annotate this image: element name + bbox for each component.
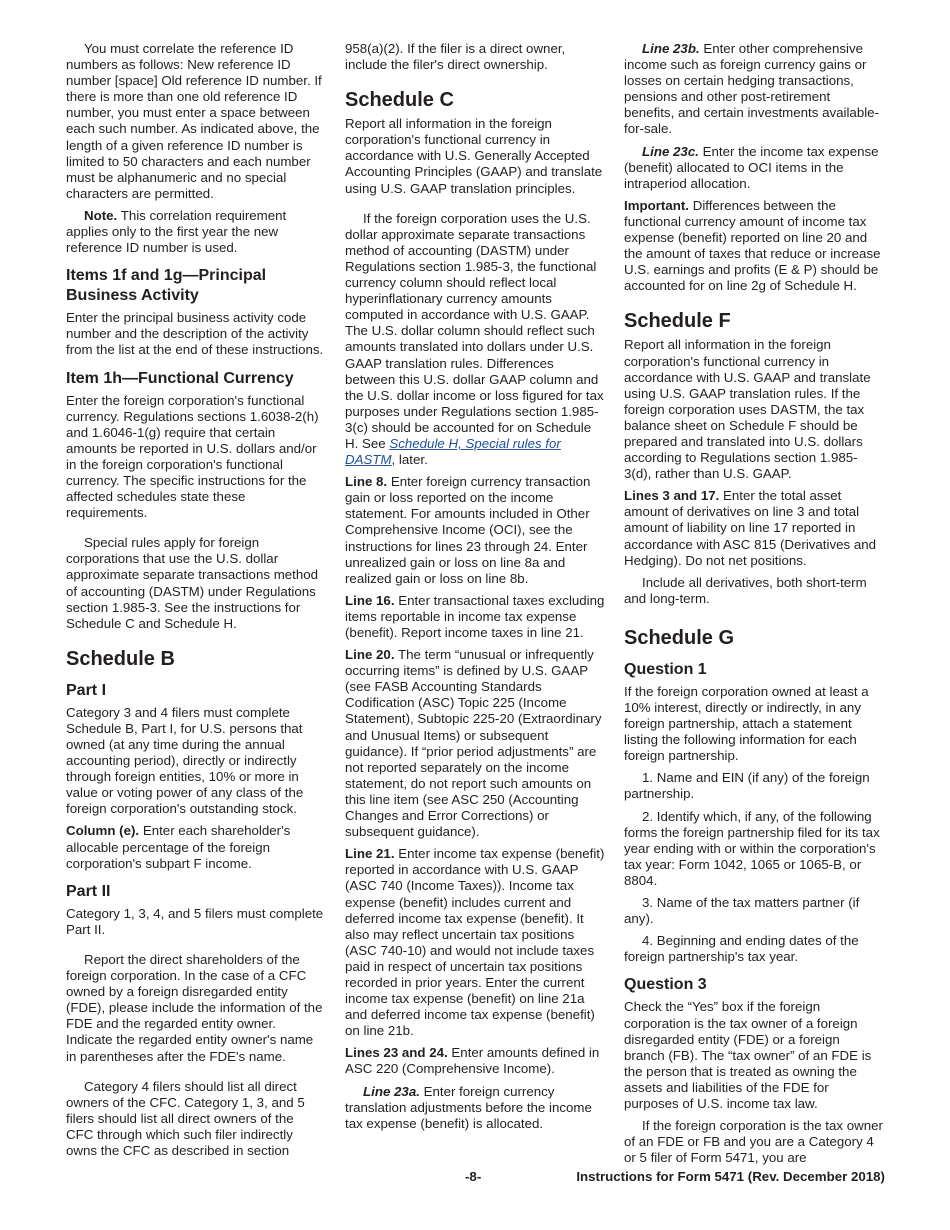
line-23c-label: Line 23c. (642, 143, 699, 159)
paragraph-line-16 (345, 593, 605, 641)
note-text: This correlation requirement applies only to the first year the new reference ID number is used. (66, 207, 287, 256)
column-2 (345, 41, 605, 1138)
paragraph-schedule-c-gaap: Report all information in the foreign corporation's functional currency in accordance with U.S. Generally Accepted Accounting Principles (GAAP) and translate using U.S. GAAP translation principles. (345, 116, 603, 196)
line-20-label: Line 20. (345, 647, 395, 663)
heading-item-1h: Item 1h—Functional Currency (66, 369, 294, 387)
important-text: Differences between the functional currency amount of income tax expense (benefit) reported on line 20 and the amount of taxes that reduce or increase U.S. earnings and profits (E & P) should be accounted for on line 2g of Schedule H. (624, 197, 881, 294)
paragraph-line-23b (624, 41, 884, 138)
paragraph-column-e (66, 823, 324, 871)
heading-items-1f-1g: Items 1f and 1g—Principal Business Activity (66, 267, 267, 305)
paragraph-schedule-c-dastm (345, 211, 605, 469)
heading-schedule-f: Schedule F (624, 310, 731, 333)
lines-23-24-text: Enter amounts defined in ASC 220 (Comprehensive Income). (345, 1045, 600, 1077)
line-23c-text: Enter the income tax expense (benefit) allocated to OCI items in the intraperiod allocation. (624, 143, 879, 191)
paragraph-part-2-category-4: Category 4 filers should list all direct owners of the CFC. Category 1, 3, and 5 filers should list all direct owners of the CFC through which such filer indirectly owns the CFC as described in section (66, 1078, 305, 1158)
line-16-text: Enter transactional taxes excluding items reportable in income tax expense (benefit). Report income taxes in line 21. (345, 592, 605, 640)
paragraph-schedule-f: Report all information in the foreign corporation's functional currency in accordance with U.S. GAAP and translate using U.S. GAAP translation rules. If the foreign corporation uses DASTM, the tax balance sheet on Schedule F should be prepared and translated into U.S. dollars according to Regulations section 1.985-3(d), rather than U.S. GAAP. (624, 337, 871, 482)
line-8-label: Line 8. (345, 474, 388, 490)
heading-part-1: Part I (66, 681, 107, 699)
paragraph-continued: 958(a)(2). If the filer is a direct owner, include the filer's direct ownership. (345, 41, 566, 73)
paragraph-note (66, 208, 324, 256)
dastm-text-end: , later. (391, 452, 428, 468)
paragraph-principal-activity: Enter the principal business activity code number and the description of the activity from the list at the end of these instructions. (66, 310, 324, 358)
line-23a-text: Enter foreign currency translation adjustments before the income tax expense (benefit) is allocated. (345, 1083, 592, 1131)
lines-3-17-label: Lines 3 and 17. (624, 488, 720, 504)
paragraph-lines-3-17 (624, 488, 884, 568)
line-23a-label: Line 23a. (363, 1083, 420, 1099)
paragraph-line-21 (345, 846, 605, 1039)
list-item: 2. Identify which, if any, of the following forms the foreign partnership filed for its tax year ending with or within the corporation's tax year: Form 1042, 1065 or 1065-B, or 8804. (624, 808, 880, 888)
paragraph-important (624, 198, 884, 295)
heading-schedule-g: Schedule G (624, 626, 735, 649)
paragraph-question-1: If the foreign corporation owned at least a 10% interest, directly or indirectly, in any foreign partnership, attach a statement listing the following information for each foreign partnership. (624, 683, 869, 764)
paragraph-line-8 (345, 474, 605, 587)
list-item: 1. Name and EIN (if any) of the foreign partnership. (624, 770, 870, 802)
line-23b-text: Enter other comprehensive income such as foreign currency gains or losses on certain hedging transactions, pensions and other post-retirement benefits, and certain investments available-for-sale. (624, 41, 879, 137)
line-20-text: The term “unusual or infrequently occurring items” is defined by U.S. GAAP (see FASB Accounting Standards Codification (ASC) Topic 225 (Income Statement), Subtopic 225-20 (Extraordinary and Unusual Items) or subsequent guidance). If “prior period adjustments” are not reported separately on the income statement, do not report such amounts on this line item (see ASC 250 (Accounting Changes and Error Corrections) or subsequent guidance). (345, 647, 602, 840)
column-e-text: Enter each shareholder's allocable percentage of the foreign corporation's subpart F income. (66, 823, 291, 871)
important-label: Important. (624, 197, 690, 213)
dastm-text: If the foreign corporation uses the U.S. dollar approximate separate transactions method of accounting (DASTM) under Regulations section 1.985-3, the functional currency column should reflect local hyperinflationary currency amounts computed in accordance with U.S. GAAP. The U.S. dollar column should reflect such amounts translated into dollars under U.S. GAAP translation rules. Differences between this U.S. dollar GAAP column and the U.S. dollar income or loss figured for tax purposes under Regulations section 1.985-3(c) should be accounted for on Schedule H. See (345, 210, 604, 451)
list-item: 4. Beginning and ending dates of the foreign partnership's tax year. (624, 933, 859, 965)
heading-part-2: Part II (66, 882, 111, 900)
paragraph-derivatives: Include all derivatives, both short-term and long-term. (624, 574, 867, 606)
paragraph-line-23a (345, 1084, 605, 1132)
note-label: Note. (84, 207, 118, 223)
paragraph-reference-id: You must correlate the reference ID numbers as follows: New reference ID number [space] Old reference ID number. If there is more than one old reference ID number, you must enter a space between each such number. As indicated above, the length of a given reference ID number is limited to 50 characters and each number must be alphanumeric and no special characters are permitted. (66, 41, 322, 201)
paragraph-functional-currency: Enter the foreign corporation's functional currency. Regulations sections 1.6038-2(h) and 1.6046-1(g) require that certain amounts be reported in U.S. dollars and/or in the foreign corporation's functional currency. The specific instructions for the affected schedules state these requirements. (66, 392, 319, 521)
heading-question-1: Question 1 (624, 660, 707, 678)
paragraph-line-20 (345, 647, 605, 840)
paragraph-part-2-filers: Category 1, 3, 4, and 5 filers must complete Part II. (66, 905, 324, 937)
schedule-h-dastm-link[interactable]: Schedule H, Special rules for DASTM (345, 435, 561, 468)
heading-schedule-b: Schedule B (66, 647, 175, 670)
line-21-label: Line 21. (345, 846, 395, 862)
paragraph-question-3-cont: If the foreign corporation is the tax owner of an FDE or FB and you are a Category 4 or 5 filer of Form 5471, you are (624, 1118, 883, 1166)
paragraph-lines-23-24 (345, 1045, 605, 1077)
paragraph-question-3: Check the “Yes” box if the foreign corporation is the tax owner of a foreign disregarded entity (FDE) or a foreign branch (FB). The “tax owner” of an FDE is the person that is treated as owning the assets and liabilities of the FDE for purposes of U.S. income tax law. (624, 999, 872, 1111)
page-number: -8- (465, 1169, 482, 1184)
paragraph-part-1: Category 3 and 4 filers must complete Schedule B, Part I, for U.S. persons that owned (at any time during the annual accounting period), directly or indirectly through foreign entities, 10% or more in value or voting power of any class of the foreign corporation's outstanding stock. (66, 704, 304, 817)
line-16-label: Line 16. (345, 592, 395, 608)
form-title: Instructions for Form 5471 (Rev. December 2018) (576, 1169, 885, 1184)
column-e-label: Column (e). (66, 823, 140, 839)
paragraph-special-rules: Special rules apply for foreign corporations that use the U.S. dollar approximate separate transactions method of accounting (DASTM) under Regulations section 1.985-3. See the instructions for Schedule C and Schedule H. (66, 535, 319, 631)
heading-question-3: Question 3 (624, 976, 707, 994)
line-23b-label: Line 23b. (642, 41, 700, 56)
column-1 (66, 41, 324, 1165)
lines-3-17-text: Enter the total asset amount of derivatives on line 3 and total amount of liability on line 17 reported in accordance with ASC 815 (Derivatives and Hedging). Do not net positions. (624, 488, 877, 568)
column-3 (624, 41, 884, 1172)
paragraph-line-23c (624, 144, 884, 192)
lines-23-24-label: Lines 23 and 24. (345, 1045, 448, 1061)
line-21-text: Enter income tax expense (benefit) reported in accordance with U.S. GAAP (ASC 740 (Income Taxes)). Income tax expense (benefit) includes current and deferred income tax expense (benefit). It also may reflect uncertain tax positions (ASC 740-10) and would not include taxes paid in respect of uncertain tax positions recorded in prior years. Enter the current income tax expense (benefit) on line 21a and deferred income tax expense (benefit) on line 21b. (345, 846, 605, 1039)
paragraph-part-2-shareholders: Report the direct shareholders of the foreign corporation. In the case of a CFC owned by a foreign disregarded entity (FDE), please include the information of the FDE and the regarded entity owner. Indicate the regarded entity owner's name in parentheses after the FDE's name. (66, 951, 323, 1064)
heading-schedule-c: Schedule C (345, 89, 454, 112)
list-item: 3. Name of the tax matters partner (if any). (624, 895, 860, 927)
line-8-text: Enter foreign currency transaction gain or loss reported on the income statement. For amounts included in Other Comprehensive Income (OCI), see the instructions for lines 23 through 24. Enter unrealized gain or loss on line 8a and realized gain or loss on line 8b. (345, 474, 591, 586)
